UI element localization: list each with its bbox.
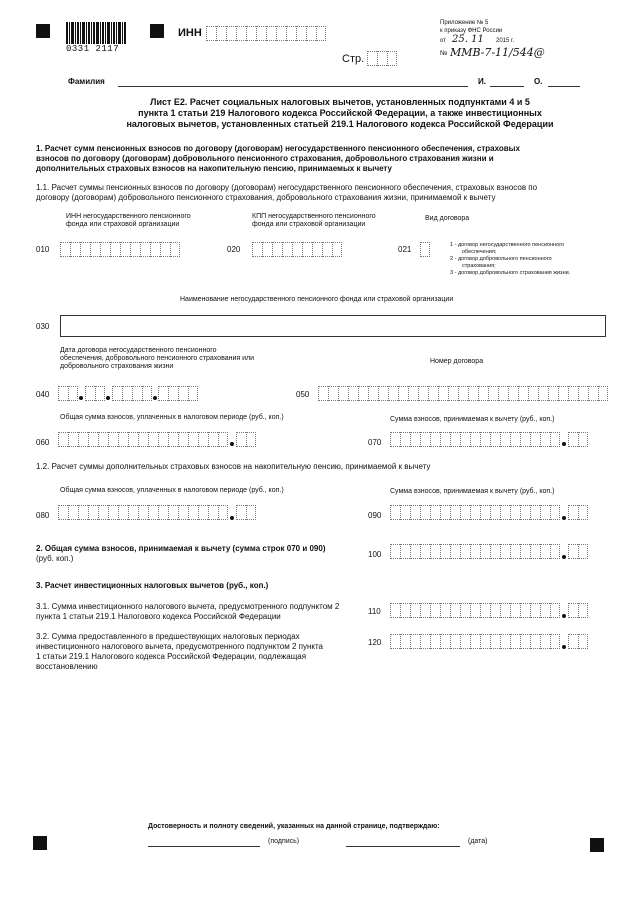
code-070: 070: [368, 438, 382, 447]
subsection-1-1-line1: 1.1. Расчет суммы пенсионных взносов по договору (договорам) негосударственного пенсионного обеспечения, страховых взносов по: [36, 183, 538, 192]
type-option-3: 3 - договор добровольного страхования жизни.: [450, 270, 571, 276]
field-040-date-extra[interactable]: [158, 386, 198, 401]
contract-date-label-line3: добровольного страхования жизни: [60, 363, 174, 370]
inn-field[interactable]: [206, 26, 326, 41]
appendix-date-handwritten: 25. 11: [452, 34, 484, 45]
fund-name-label: Наименование негосударственного пенсионного фонда или страховой организации: [180, 296, 454, 303]
field-070-rub[interactable]: [390, 432, 560, 447]
patronymic-line[interactable]: [548, 86, 580, 87]
item-3-2-line4: восстановлению: [36, 662, 98, 671]
code-060: 060: [36, 438, 50, 447]
contract-type-options: [450, 242, 570, 277]
appendix-date-prefix: от: [440, 38, 446, 44]
confirmation-text: Достоверность и полноту сведений, указанных на данной странице, подтверждаю:: [148, 823, 440, 830]
accepted-label-2: Сумма взносов, принимаемая к вычету (руб., коп.): [390, 488, 555, 495]
appendix-num-prefix: №: [440, 50, 448, 57]
appendix-number-handwritten: ММВ-7-11/544@: [450, 46, 545, 59]
section1-heading-line2: взносов по договору (договорам) добровольного пенсионного страхования, добровольного страхования жизни и: [36, 154, 494, 163]
corner-marker-bottom-right: [590, 838, 604, 852]
sheet-title: [40, 97, 640, 130]
item-3-2-line3: 1 статьи 219.1 Налогового кодекса Российской Федерации, подлежащая: [36, 652, 307, 661]
appendix-line1: Приложение № 5: [440, 20, 489, 26]
name-initial: И.: [478, 77, 486, 86]
sheet-title-line3: налоговых вычетов, установленных статьей 219.1 Налогового кодекса Российской Федерации: [126, 119, 554, 129]
patronymic-initial: О.: [534, 77, 543, 86]
code-040: 040: [36, 390, 50, 399]
contract-date-label: [60, 347, 254, 371]
inn-fund-label: [66, 213, 191, 229]
date-separator: [79, 396, 83, 400]
kpp-fund-label: [252, 213, 376, 229]
field-040-date-day[interactable]: [58, 386, 78, 401]
section3-heading: 3. Расчет инвестиционных налоговых вычетов (руб., коп.): [36, 581, 269, 590]
decimal-separator: [562, 516, 566, 520]
section2-heading-line2: (руб. коп.): [36, 554, 74, 563]
corner-marker-top-mid: [150, 24, 164, 38]
name-line[interactable]: [490, 86, 524, 87]
section2-heading-line1: 2. Общая сумма взносов, принимаемая к вычету (сумма строк 070 и 090): [36, 544, 326, 553]
decimal-separator: [230, 516, 234, 520]
field-080-rub[interactable]: [58, 505, 228, 520]
accepted-label: Сумма взносов, принимаемая к вычету (руб., коп.): [390, 416, 555, 423]
contract-number-label: Номер договора: [430, 358, 484, 365]
item-3-2-line1: 3.2. Сумма предоставленного в предшествующих налоговых периодах: [36, 632, 300, 641]
subsection-1-1-line2: договору (договорам) добровольного пенсионного страхования, добровольного страхования жизни, принимаемой к вычету: [36, 193, 496, 202]
field-050-contract-number[interactable]: [318, 386, 608, 401]
section1-heading-line3: дополнительных страховых взносов на накопительную пенсию, принимаемых к вычету: [36, 164, 392, 173]
field-040-date-month[interactable]: [85, 386, 105, 401]
date-line[interactable]: [346, 846, 460, 847]
sheet-title-line1: Лист Е2. Расчет социальных налоговых вычетов, установленных подпунктами 4 и 5: [150, 97, 530, 107]
code-020: 020: [227, 245, 241, 254]
inn-fund-label-line1: ИНН негосударственного пенсионного: [66, 213, 191, 220]
field-040-date-year[interactable]: [112, 386, 152, 401]
decimal-separator: [562, 555, 566, 559]
item-3-2-line2: инвестиционного налогового вычета, предусмотренного подпунктом 2 пункта: [36, 642, 323, 651]
surname-label: Фамилия: [68, 77, 105, 86]
field-080-kop[interactable]: [236, 505, 256, 520]
item-3-1-line2: пункта 1 статьи 219.1 Налогового кодекса Российской Федерации: [36, 612, 281, 621]
field-110-rub[interactable]: [390, 603, 560, 618]
subsection-1-1: [36, 183, 626, 203]
type-option-1: 1 - договор негосударственного пенсионного: [450, 242, 565, 248]
code-090: 090: [368, 511, 382, 520]
date-separator: [106, 396, 110, 400]
field-060-rub[interactable]: [58, 432, 228, 447]
contract-date-label-line2: обеспечения, добровольного пенсионного страхования или: [60, 355, 255, 362]
code-080: 080: [36, 511, 50, 520]
kpp-fund-label-line2: фонда или страховой организации: [252, 221, 366, 228]
field-110-kop[interactable]: [568, 603, 588, 618]
field-120-rub[interactable]: [390, 634, 560, 649]
field-090-rub[interactable]: [390, 505, 560, 520]
total-paid-label: Общая сумма взносов, уплаченных в налоговом периоде (руб., коп.): [60, 414, 284, 421]
sheet-title-line2: пункта 1 статьи 219 Налогового кодекса Российской Федерации, а также инвестиционных: [138, 108, 542, 118]
signature-caption: (подпись): [268, 838, 300, 845]
appendix-line2: к приказу ФНС России: [440, 28, 503, 34]
section1-heading: [36, 144, 626, 174]
signature-line[interactable]: [148, 846, 260, 847]
appendix-year: 2015 г.: [496, 38, 515, 44]
field-020-kpp[interactable]: [252, 242, 342, 257]
field-100-rub[interactable]: [390, 544, 560, 559]
item-3-2: [36, 632, 366, 672]
page-number-field[interactable]: [367, 51, 397, 66]
type-option-2b: страхования;: [462, 263, 496, 269]
decimal-separator: [562, 645, 566, 649]
type-option-2: 2 - договор добровольного пенсионного: [450, 256, 552, 262]
total-paid-label-2: Общая сумма взносов, уплаченных в налоговом периоде (руб., коп.): [60, 487, 284, 494]
date-caption: (дата): [468, 838, 488, 845]
code-120: 120: [368, 638, 382, 647]
type-option-1b: обеспечения;: [462, 249, 497, 255]
barcode-number: 0331 2117: [66, 44, 128, 55]
field-021-contract-type[interactable]: [420, 242, 430, 257]
code-010: 010: [36, 245, 50, 254]
field-090-kop[interactable]: [568, 505, 588, 520]
kpp-fund-label-line1: КПП негосударственного пенсионного: [252, 213, 376, 220]
section2-heading: [36, 544, 326, 564]
contract-date-label-line1: Дата договора негосударственного пенсионного: [60, 347, 217, 354]
field-030-fund-name[interactable]: [60, 315, 606, 337]
corner-marker-top-left: [36, 24, 50, 38]
barcode: [66, 22, 128, 54]
code-100: 100: [368, 550, 382, 559]
item-3-1: [36, 602, 366, 622]
code-030: 030: [36, 322, 50, 331]
page-label: Стр.: [342, 53, 365, 65]
inn-fund-label-line2: фонда или страховой организации: [66, 221, 180, 228]
decimal-separator: [562, 614, 566, 618]
field-070-kop[interactable]: [568, 432, 588, 447]
surname-line[interactable]: [118, 86, 468, 87]
code-050: 050: [296, 390, 310, 399]
decimal-separator: [230, 442, 234, 446]
corner-marker-bottom-left: [33, 836, 47, 850]
field-060-kop[interactable]: [236, 432, 256, 447]
code-021: 021: [398, 245, 412, 254]
item-3-1-line1: 3.1. Сумма инвестиционного налогового вычета, предусмотренного подпунктом 2: [36, 602, 340, 611]
field-120-kop[interactable]: [568, 634, 588, 649]
field-010-inn[interactable]: [60, 242, 180, 257]
contract-type-label: Вид договора: [425, 215, 470, 222]
field-100-kop[interactable]: [568, 544, 588, 559]
date-separator: [153, 396, 157, 400]
inn-label: ИНН: [178, 27, 202, 39]
subsection-1-2: 1.2. Расчет суммы дополнительных страховых взносов на накопительную пенсию, принимаемой к вычету: [36, 462, 431, 471]
code-110: 110: [368, 607, 381, 616]
section1-heading-line1: 1. Расчет сумм пенсионных взносов по договору (договорам) негосударственного пенсионного обеспечения, страховых: [36, 144, 520, 153]
decimal-separator: [562, 442, 566, 446]
